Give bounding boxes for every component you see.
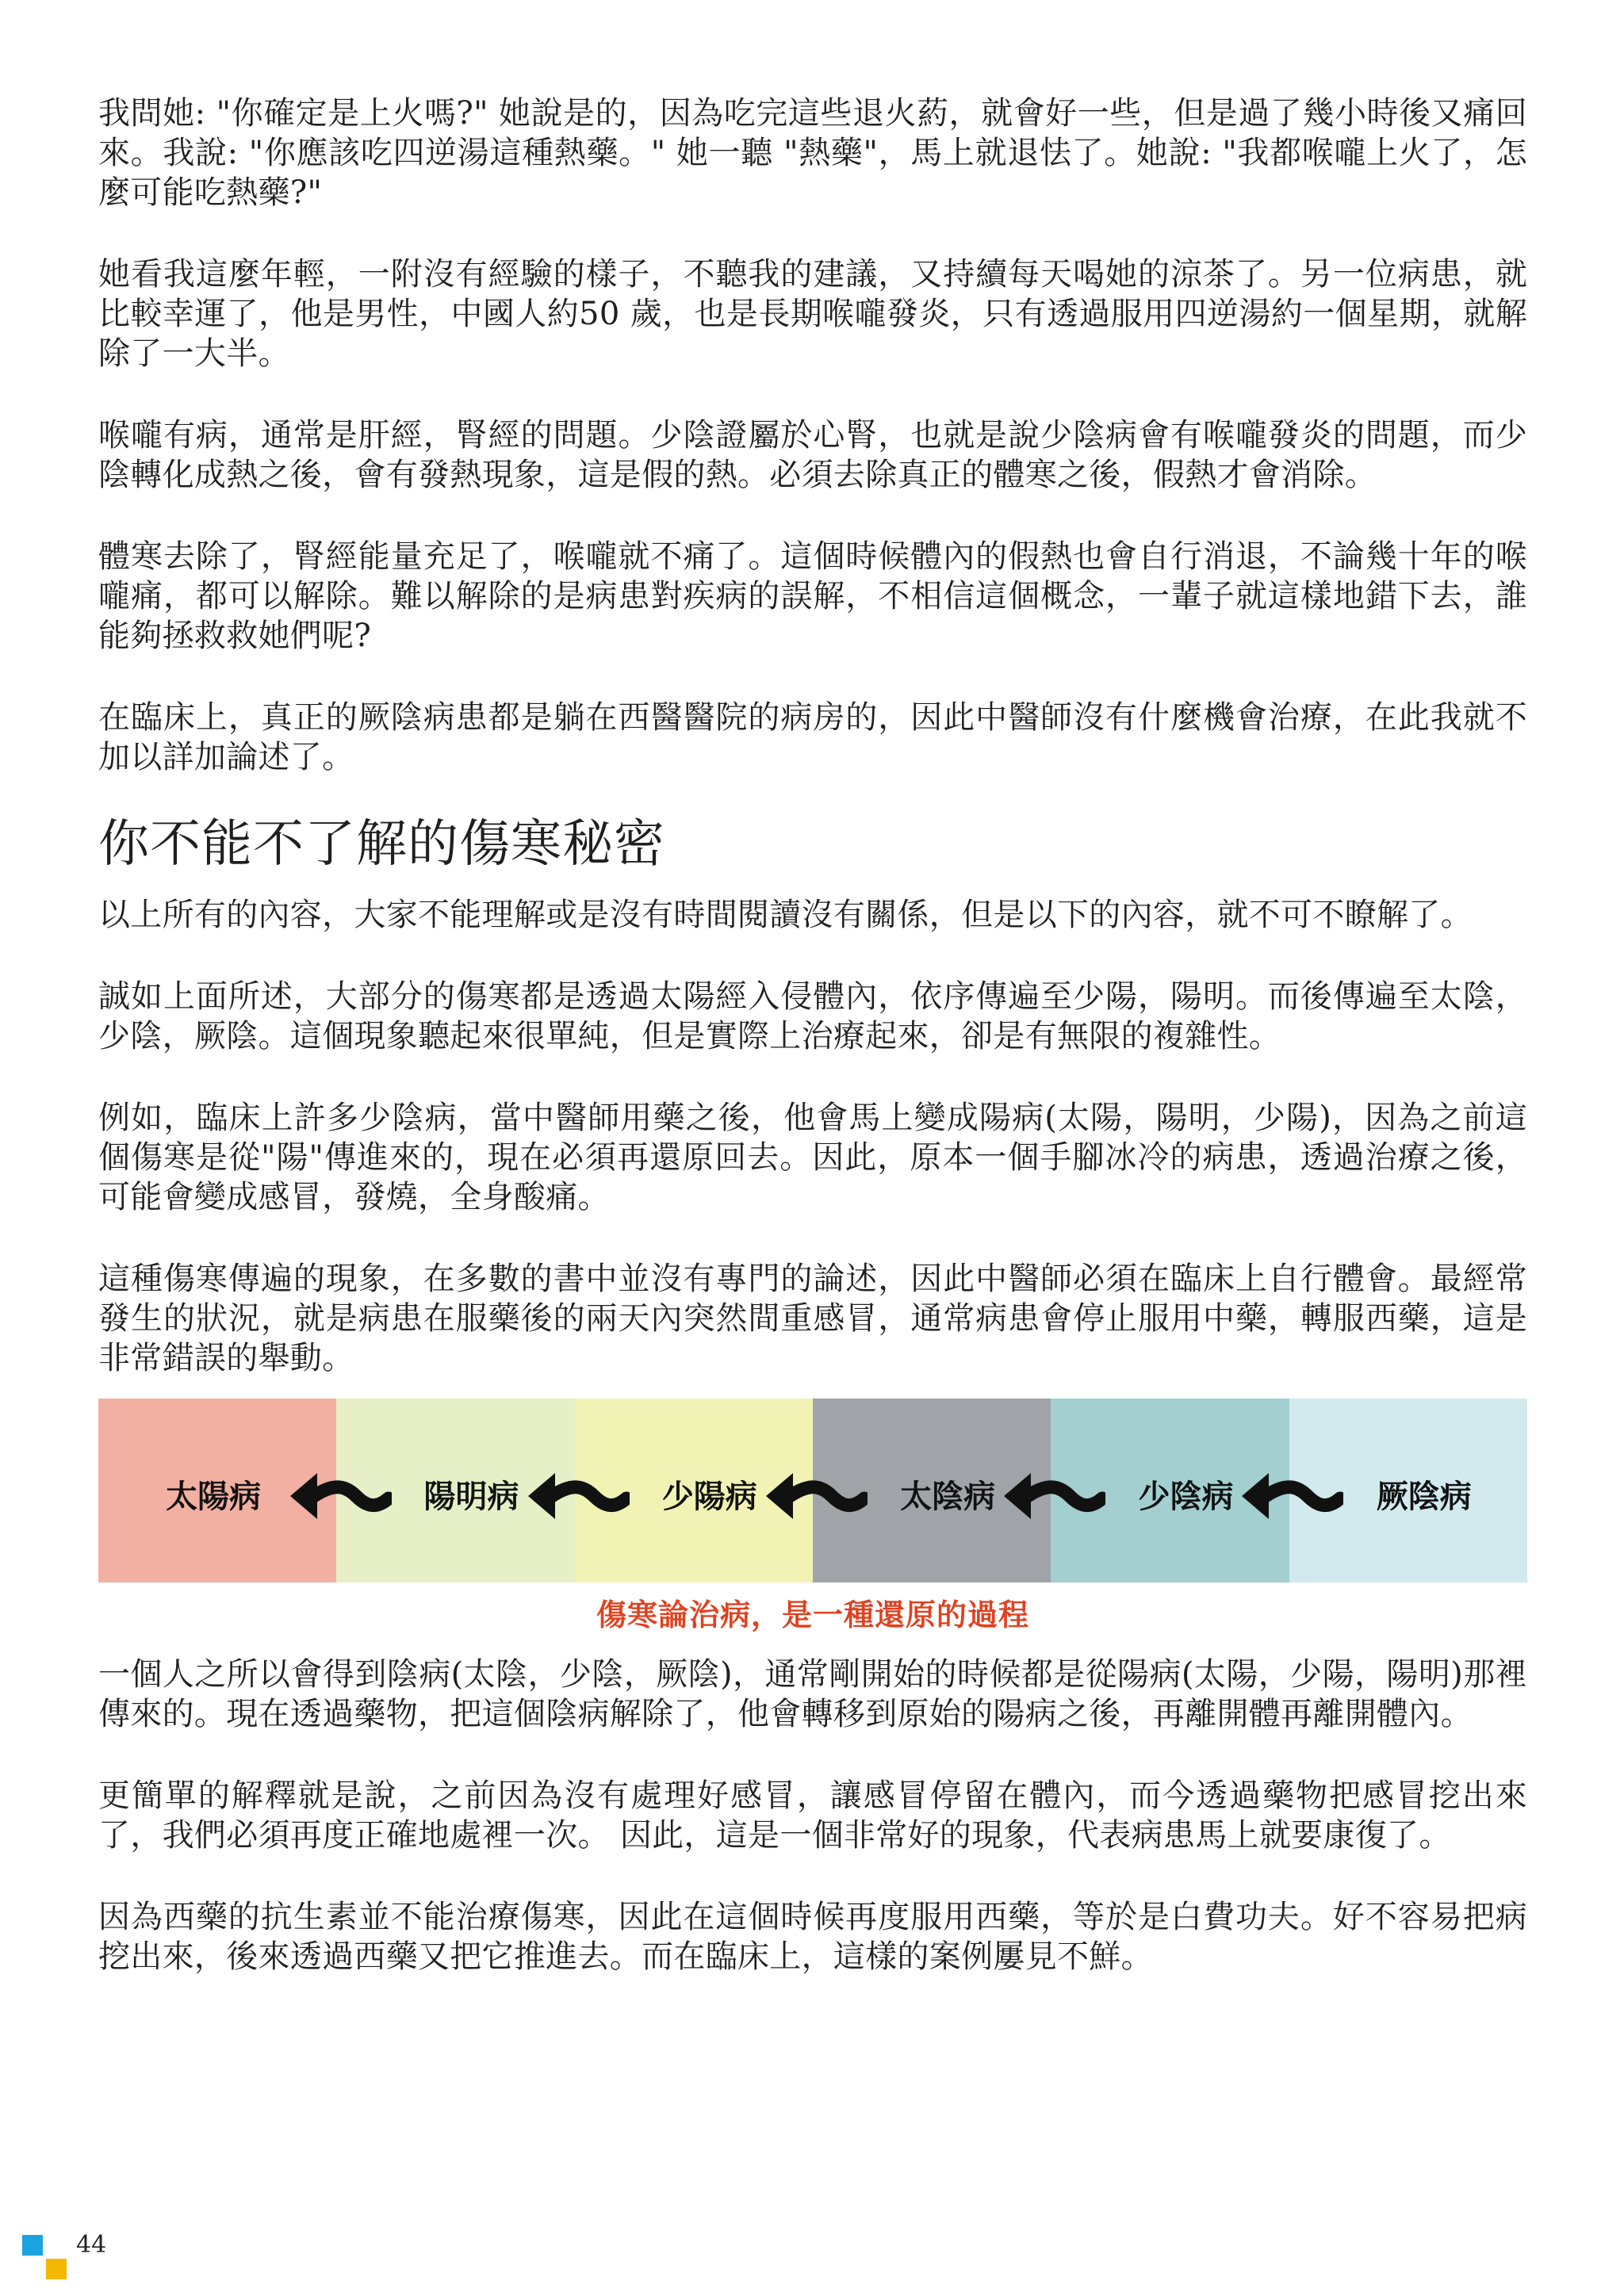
paragraph: 例如，臨床上許多少陰病，當中醫師用藥之後，他會馬上變成陽病(太陽，陽明，少陽)，因為之前這個傷寒是從"陽"傳進來的，現在必須再還原回去。因此，原本一個手腳冰冷的病患，透過治療之後，可能會變成感冒，發燒，全身酸痛。 (98, 1100, 1527, 1215)
stage-label: 少陰病 (1138, 1479, 1234, 1515)
paragraph: 更簡單的解釋就是說，之前因為沒有處理好感冒，讓感冒停留在體內，而今透過藥物把感冒挖出來了，我們必須再度正確地處裡一次。 因此，這是一個非常好的現象，代表病患馬上就要康復了。 (98, 1777, 1527, 1854)
disease-progression-diagram (98, 1399, 1527, 1582)
logo-square-blue (22, 2235, 43, 2256)
logo-square-yellow (46, 2259, 67, 2279)
page-footer (22, 2231, 106, 2283)
paragraph: 一個人之所以會得到陰病(太陰，少陰，厥陰)，通常剛開始的時候都是從陽病(太陽，少陽，陽明)那裡傳來的。現在透過藥物，把這個陰病解除了，他會轉移到原始的陽病之後，再離開體再離開體內。 (98, 1656, 1527, 1732)
paragraph: 因為西藥的抗生素並不能治療傷寒，因此在這個時候再度服用西藥，等於是白費功夫。好不容易把病挖出來，後來透過西藥又把它推進去。而在臨床上，這樣的案例屢見不鮮。 (98, 1899, 1527, 1975)
paragraph: 我問她: "你確定是上火嗎?" 她說是的，因為吃完這些退火葯，就會好一些，但是過了幾小時後又痛回來。我說: "你應該吃四逆湯這種熱藥。" 她一聽 "熱藥"，馬上就退怯了。她說: "我都喉嚨上火了，怎麼可能吃熱藥?" (98, 95, 1527, 211)
paragraph: 這種傷寒傳遍的現象，在多數的書中並沒有專門的論述，因此中醫師必須在臨床上自行體會。最經常發生的狀況，就是病患在服藥後的兩天內突然間重感冒，通常病患會停止服用中藥，轉服西藥，這是非常錯誤的舉動。 (98, 1261, 1527, 1376)
stage-label: 陽明病 (423, 1479, 519, 1515)
page-number: 44 (76, 2231, 107, 2259)
stage-label: 太陽病 (166, 1479, 262, 1515)
diagram-caption: 傷寒論治病，是一種還原的過程 (596, 1598, 1029, 1632)
paragraph: 體寒去除了，腎經能量充足了，喉嚨就不痛了。這個時候體內的假熱也會自行消退，不論幾十年的喉嚨痛，都可以解除。難以解除的是病患對疾病的誤解，不相信這個概念，一輩子就這樣地錯下去，誰能夠拯救救她們呢? (98, 538, 1527, 654)
brand-logo-icon (22, 2235, 70, 2283)
stage-label: 太陰病 (900, 1479, 996, 1515)
paragraph: 以上所有的內容，大家不能理解或是沒有時間閱讀沒有關係，但是以下的內容，就不可不瞭解了。 (98, 897, 1473, 933)
section-heading: 你不能不了解的傷寒秘密 (98, 815, 665, 874)
paragraph: 她看我這麼年輕，一附沒有經驗的樣子，不聽我的建議，又持續每天喝她的涼茶了。另一位病患，就比較幸運了，他是男性，中國人約50 歲，也是長期喉嚨發炎，只有透過服用四逆湯約一個星期，就解除了一大半。 (98, 256, 1527, 372)
left-curved-arrow-icon (764, 1468, 868, 1524)
left-curved-arrow-icon (1002, 1468, 1105, 1524)
left-curved-arrow-icon (289, 1468, 392, 1524)
paragraph: 誠如上面所述，大部分的傷寒都是透過太陽經入侵體內，依序傳遍至少陽，陽明。而後傳遍至太陰，少陰，厥陰。這個現象聽起來很單純，但是實際上治療起來，卻是有無限的複雜性。 (98, 978, 1527, 1054)
paragraph: 在臨床上，真正的厥陰病患都是躺在西醫醫院的病房的，因此中醫師沒有什麼機會治療，在此我就不加以詳加論述了。 (98, 699, 1527, 775)
left-curved-arrow-icon (527, 1468, 630, 1524)
paragraph: 喉嚨有病，通常是肝經，腎經的問題。少陰證屬於心腎，也就是說少陰病會有喉嚨發炎的問題，而少陰轉化成熱之後，會有發熱現象，這是假的熱。必須去除真正的體寒之後，假熱才會消除。 (98, 417, 1527, 493)
left-curved-arrow-icon (1240, 1468, 1343, 1524)
page-content (98, 94, 1527, 2019)
stage-label: 少陽病 (661, 1479, 757, 1515)
stage-label: 厥陰病 (1376, 1479, 1472, 1515)
